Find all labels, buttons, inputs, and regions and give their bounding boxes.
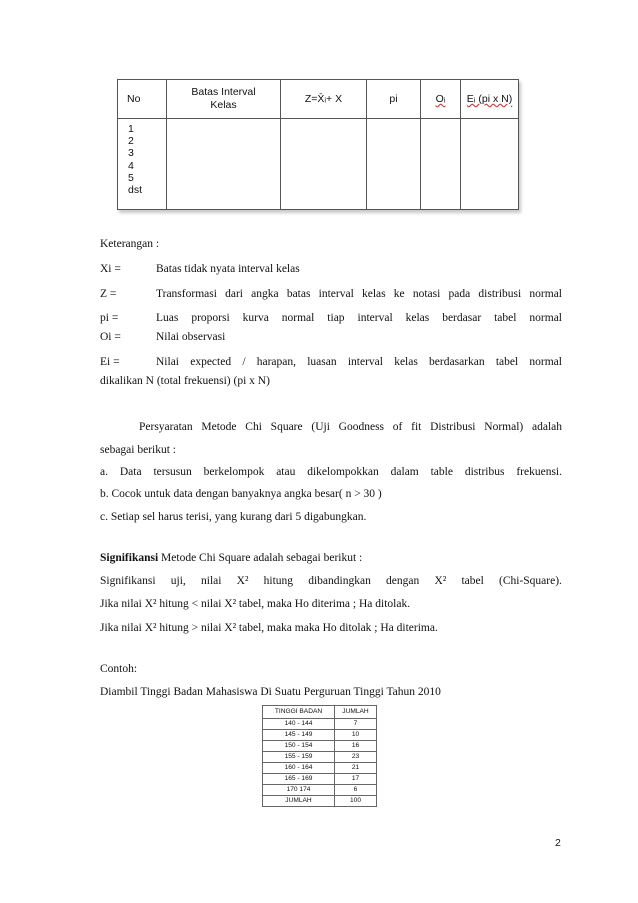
definition-desc: Luas proporsi kurva normal tiap interval kelas berdasar tabel normal [156,312,562,324]
header-z: Z=X̄ᵢ+ X [281,80,367,119]
header-ei [461,80,519,119]
word: hitung [263,575,294,587]
signifikansi-line1 [100,574,562,588]
range-cell: 165 - 169 [263,774,335,785]
table-row [263,785,377,796]
definition-term: pi = [100,312,119,324]
definition-desc: Nilai expected / harapan, luasan interval kelas berdasarkan tabel normal [156,356,562,368]
page-number: 2 [555,837,561,849]
count-cell: 21 [335,763,377,774]
persyaratan-intro-cont: sebagai berikut : [100,444,177,456]
definition-ei [100,355,562,369]
count-cell: 10 [335,730,377,741]
word: X² [236,575,249,587]
empty-cell [367,119,421,210]
header-tinggi-badan: TINGGI BADAN [263,706,335,719]
definition-desc: Nilai observasi [156,331,226,343]
tinggi-badan-table [262,705,377,807]
contoh-description: Diambil Tinggi Badan Mahasiswa Di Suatu Perguruan Tinggi Tahun 2010 [100,686,441,698]
range-cell: 155 - 159 [263,752,335,763]
row-number: 4 [128,159,134,172]
total-label-cell: JUMLAH [263,796,335,807]
range-cell: 140 - 144 [263,719,335,730]
header-batas-line2: Kelas [210,99,237,111]
definition-ei-continuation: dikalikan N (total frekuensi) (pi x N) [100,375,270,387]
table-row [263,730,377,741]
table-row [263,774,377,785]
range-cell: 145 - 149 [263,730,335,741]
signifikansi-heading [100,551,362,565]
table-row [263,763,377,774]
definition-pi [100,311,562,325]
word: (Chi-Square). [499,575,562,587]
word: tabel [461,575,484,587]
empty-cell [281,119,367,210]
header-no: No [118,80,167,119]
persyaratan-item-a: a. Data tersusun berkelompok atau dikelompokkan dalam table distribus frekuensi. [100,466,562,478]
count-cell: 16 [335,741,377,752]
range-cell: 150 - 154 [263,741,335,752]
table-row-total [263,796,377,807]
range-cell: 160 - 164 [263,763,335,774]
definition-term: Z = [100,288,117,300]
row-number: 5 [128,171,134,184]
header-ei-label: Eᵢ (pi x N) [466,93,513,105]
word: Signifikansi [100,575,156,587]
empty-cell [461,119,519,210]
signifikansi-heading-rest: Metode Chi Square adalah sebagai berikut : [158,552,363,564]
header-oi-label: Oᵢ [435,93,446,105]
persyaratan-item-b: b. Cocok untuk data dengan banyaknya angka besar( n > 30 ) [100,488,382,500]
row-number: 1 [128,123,134,135]
definition-z [100,287,562,301]
word: uji, [170,575,186,587]
header-batas-interval [167,80,281,119]
signifikansi-heading-bold: Signifikansi [100,552,159,564]
count-cell: 17 [335,774,377,785]
count-cell: 6 [335,785,377,796]
total-count-cell: 100 [335,796,377,807]
word: nilai [201,575,222,587]
header-jumlah: JUMLAH [335,706,377,719]
header-oi [421,80,461,119]
persyaratan-item-c: c. Setiap sel harus terisi, yang kurang dari 5 digabungkan. [100,511,367,523]
range-cell: 170 174 [263,785,335,796]
word: dibandingkan [308,575,371,587]
header-pi: pi [367,80,421,119]
empty-cell [421,119,461,210]
header-batas-line1: Batas Interval [191,86,256,98]
interval-table [117,79,519,210]
row-number: 3 [128,147,134,160]
definition-term: Ei = [100,356,120,368]
table-row [263,719,377,730]
definition-oi [100,330,562,344]
definition-term: Xi = [100,263,121,275]
count-cell: 23 [335,752,377,763]
definition-xi [100,262,562,276]
word: X² [434,575,447,587]
row-number: 2 [128,135,134,148]
row-number-list [118,119,166,196]
definition-desc: Transformasi dari angka batas interval kelas ke notasi pada distribusi normal [156,288,562,300]
row-number: dst [128,184,143,197]
table-row [263,741,377,752]
table-row [263,752,377,763]
persyaratan-intro: Persyaratan Metode Chi Square (Uji Goodness of fit Distribusi Normal) adalah [139,421,562,433]
empty-cell [167,119,281,210]
signifikansi-line3: Jika nilai X² hitung > nilai X² tabel, maka maka Ho ditolak ; Ha diterima. [100,622,438,634]
word: dengan [386,575,420,587]
signifikansi-line2: Jika nilai X² hitung < nilai X² tabel, maka Ho diterima ; Ha ditolak. [100,598,411,610]
contoh-label: Contoh: [100,663,138,675]
definition-desc: Batas tidak nyata interval kelas [156,263,300,275]
count-cell: 7 [335,719,377,730]
keterangan-title: Keterangan : [100,238,160,250]
definition-term: Oi = [100,331,121,343]
no-column-cell [118,119,167,210]
